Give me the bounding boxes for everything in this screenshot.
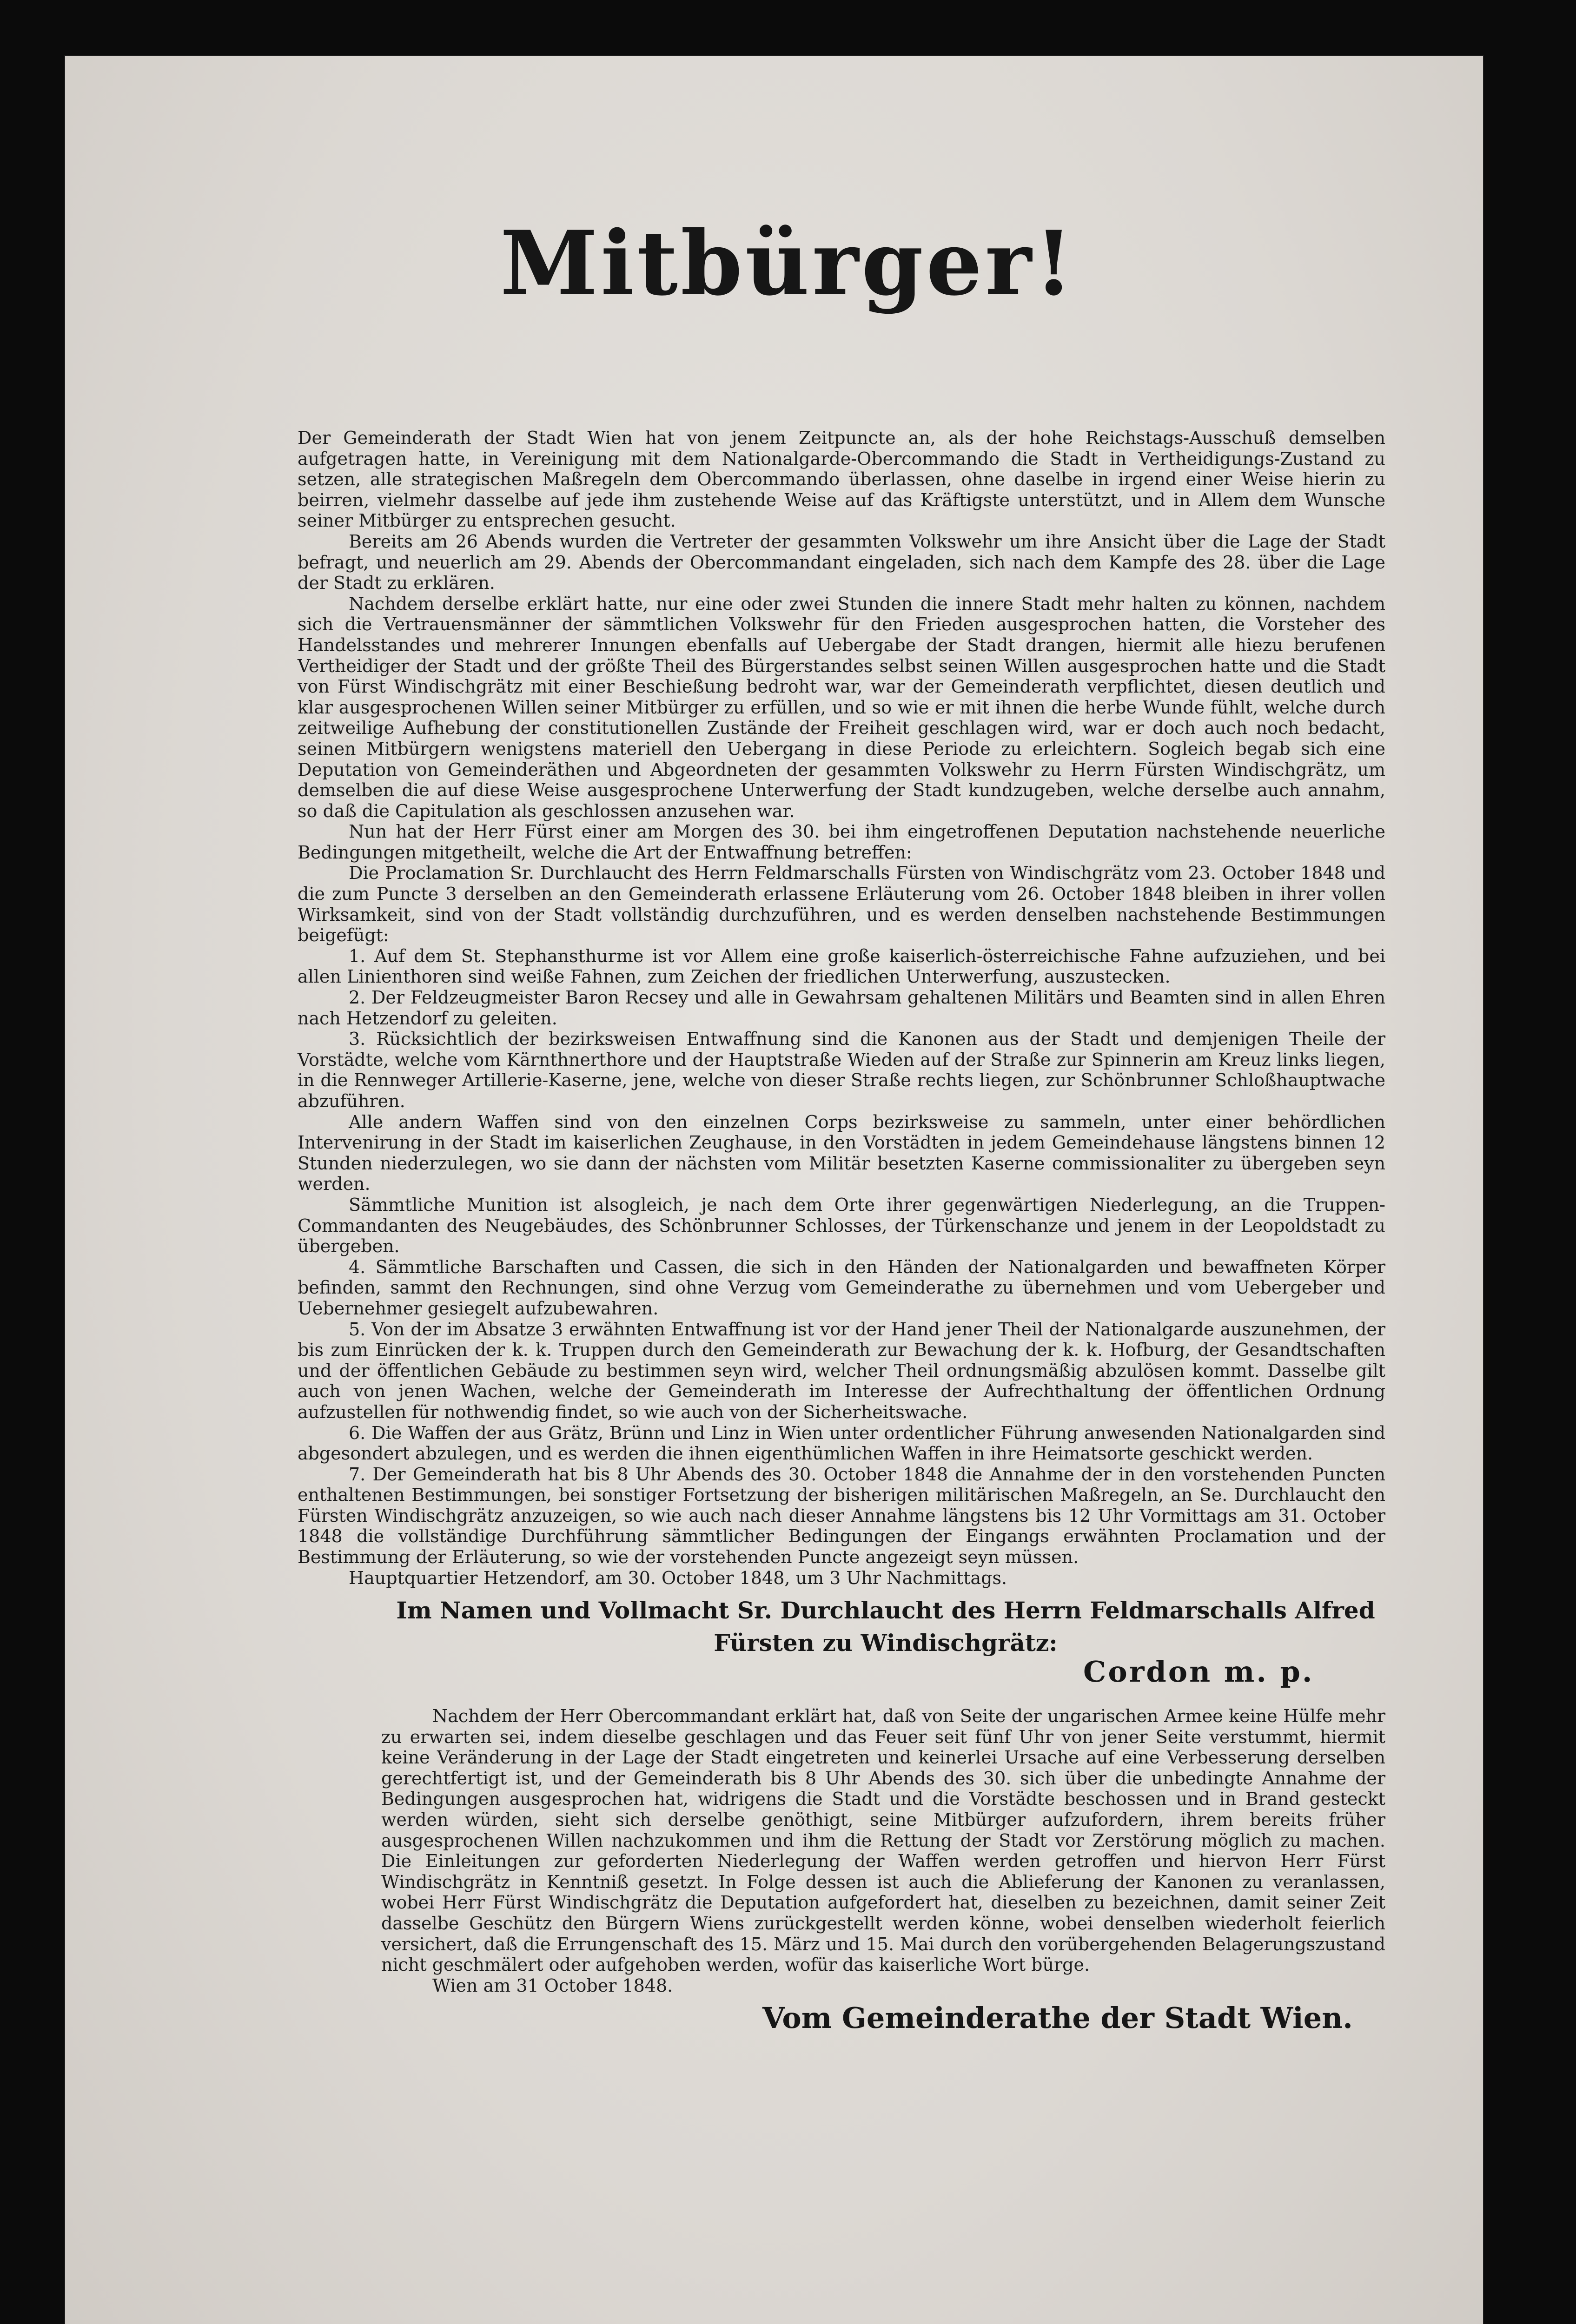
- paragraph: 5. Von der im Absatze 3 erwähnten Entwaffnung ist vor der Hand jener Theil der Nationalgarde auszunehmen, der bis zum Einrücken der k. k. Truppen durch den Gemeinderath zur Bewachung der k. k. Hofburg, der Gesandtschaften und der öffentlichen Gebäude zu bestimmen seyn wird, welcher Theil ordnungsmäßig abzulösen kommt. Dasselbe gilt auch von jenen Wachen, welche der Gemeinderath im Interesse der Aufrechthaltung der öffentlichen Ordnung aufzustellen für nothwendig findet, so wie auch von der Sicherheitswache.: [298, 1319, 1385, 1422]
- paragraph: Sämmtliche Munition ist alsogleich, je nach dem Orte ihrer gegenwärtigen Niederlegung, an die Truppen-Commandanten des Neugebäudes, des Schönbrunner Schlosses, der Türkenschanze und jenem in der Leopoldstadt zu übergeben.: [298, 1194, 1385, 1257]
- paragraph: Wien am 31 October 1848.: [432, 1975, 673, 1996]
- paragraph: 2. Der Feldzeugmeister Baron Recsey und alle in Gewahrsam gehaltenen Militärs und Beamten sind in allen Ehren nach Hetzendorf zu geleiten.: [298, 987, 1385, 1029]
- proclamation-body: [298, 428, 1385, 1588]
- paragraph: Nachdem der Herr Obercommandant erklärt hat, daß von Seite der ungarischen Armee keine Hülfe mehr zu erwarten sei, indem dieselbe geschlagen und das Feuer seit fünf Uhr von jener Seite verstummt, hiermit keine Veränderung in der Lage der Stadt eingetreten und keinerlei Ursache auf eine Verbesserung derselben gerechtfertigt ist, und der Gemeinderath bis 8 Uhr Abends des 30. sich über die unbedingte Annahme der Bedingungen ausgesprochen hat, widrigens die Stadt und die Vorstädte beschossen und in Brand gesteckt werden würden, sieht sich derselbe genöthigt, seine Mitbürger aufzufordern, ihrem bereits früher ausgesprochenen Willen nachzukommen und ihm die Rettung der Stadt vor Zerstörung möglich zu machen. Die Einleitungen zur geforderten Niederlegung der Waffen werden getroffen und hiervon Herr Fürst Windischgrätz in Kenntniß gesetzt. In Folge dessen ist auch die Ablieferung der Kanonen zu veranlassen, wobei Herr Fürst Windischgrätz die Deputation aufgefordert hat, dieselben zu bezeichnen, damit seiner Zeit dasselbe Geschütz den Bürgern Wiens zurückgestellt werden könne, wobei denselben wiederholt feierlich versichert, daß die Errungenschaft des 15. März und 15. Mai durch den vorübergehenden Belagerungszustand nicht geschmälert oder aufgehoben werden, wofür das kaiserliche Wort bürge.: [381, 1706, 1385, 1975]
- paragraph: Der Gemeinderath der Stadt Wien hat von jenem Zeitpuncte an, als der hohe Reichstags-Ausschuß demselben aufgetragen hatte, in Vereinigung mit dem Nationalgarde-Obercommando die Stadt in Vertheidigungs-Zustand zu setzen, alle strategischen Maßregeln dem Obercommando überlassen, ohne daselbe in irgend einer Weise hierin zu beirren, vielmehr dasselbe auf jede ihm zustehende Weise auf das Kräftigste unterstützt, und in Allem dem Wunsche seiner Mitbürger zu entsprechen gesucht.: [298, 428, 1385, 531]
- paragraph: Bereits am 26 Abends wurden die Vertreter der gesammten Volkswehr um ihre Ansicht über die Lage der Stadt befragt, und neuerlich am 29. Abends der Obercommandant eingeladen, sich nach dem Kampfe des 28. über die Lage der Stadt zu erklären.: [298, 531, 1385, 594]
- paragraph: Nun hat der Herr Fürst einer am Morgen des 30. bei ihm eingetroffenen Deputation nachstehende neuerliche Bedingungen mitgetheilt, welche die Art der Entwaffnung betreffen:: [298, 821, 1385, 863]
- paragraph: Die Proclamation Sr. Durchlaucht des Herrn Feldmarschalls Fürsten von Windischgrätz vom 23. October 1848 und die zum Puncte 3 derselben an den Gemeinderath erlassene Erläuterung vom 26. October 1848 bleiben in ihrer vollen Wirksamkeit, sind von der Stadt vollständig durchzuführen, und es werden denselben nachstehende Bestimmungen beigefügt:: [298, 863, 1385, 946]
- paragraph: 1. Auf dem St. Stephansthurme ist vor Allem eine große kaiserlich-österreichische Fahne aufzuziehen, und bei allen Linienthoren sind weiße Fahnen, zum Zeichen der friedlichen Unterwerfung, auszustecken.: [298, 945, 1385, 987]
- paragraph: 6. Die Waffen der aus Grätz, Brünn und Linz in Wien unter ordentlicher Führung anwesenden Nationalgarden sind abgesondert abzulegen, und es werden die ihnen eigenthümlichen Waffen in ihre Heimatsorte geschickt werden.: [298, 1422, 1385, 1464]
- signature-title: Im Namen und Vollmacht Sr. Durchlaucht des Herrn Feldmarschalls Alfred Fürsten zu Windischgrätz:: [396, 1597, 1375, 1657]
- paragraph: Alle andern Waffen sind von den einzelnen Corps bezirksweise zu sammeln, unter einer behördlichen Intervenirung in der Stadt im kaiserlichen Zeughause, in den Vorstädten in jedem Gemeindehause längstens binnen 12 Stunden niederzulegen, wo sie dann der nächsten vom Militär besetzten Kaserne commissionaliter zu übergeben seyn werden.: [298, 1111, 1385, 1195]
- paragraph: Hauptquartier Hetzendorf, am 30. October 1848, um 3 Uhr Nachmittags.: [349, 1567, 1007, 1588]
- paragraph: 4. Sämmtliche Barschaften und Cassen, die sich in den Händen der Nationalgarden und bewaffneten Körper befinden, sammt den Rechnungen, sind ohne Verzug vom Gemeinderathe zu übernehmen und vom Uebergeber und Uebernehmer gesiegelt aufzubewahren.: [298, 1256, 1385, 1319]
- paragraph: Nachdem derselbe erklärt hatte, nur eine oder zwei Stunden die innere Stadt mehr halten zu können, nachdem sich die Vertrauensmänner der sämmtlichen Volkswehr für den Frieden ausgesprochen hatten, die Vorsteher des Handelsstandes und mehrerer Innungen ebenfalls auf Uebergabe der Stadt drangen, hiermit alle hiezu berufenen Vertheidiger der Stadt und der größte Theil des Bürgerstandes selbst seinen Willen ausgesprochen hatte und die Stadt von Fürst Windischgrätz mit einer Beschießung bedroht war, war der Gemeinderath verpflichtet, diesen deutlich und klar ausgesprochenen Willen seiner Mitbürger zu erfüllen, und so wie er mit ihnen die herbe Wunde fühlt, welche durch zeitweilige Aufhebung der constitutionellen Zustände der Freiheit geschlagen wird, war er doch auch noch bedacht, seinen Mitbürgern wenigstens materiell den Uebergang in diese Periode zu erleichtern. Sogleich begab sich eine Deputation von Gemeinderäthen und Abgeordneten der gesammten Volkswehr zu Herrn Fürsten Windischgrätz, um demselben die auf diese Weise ausgesprochene Unterwerfung der Stadt kundzugeben, welche derselbe auch annahm, so daß die Capitulation als geschlossen anzusehen war.: [298, 593, 1385, 821]
- page-title: Mitbürger!: [500, 211, 1076, 315]
- council-signature: Vom Gemeinderathe der Stadt Wien.: [762, 2001, 1353, 2035]
- paragraph: 3. Rücksichtlich der bezirksweisen Entwaffnung sind die Kanonen aus der Stadt und demjenigen Theile der Vorstädte, welche vom Kärnthnerthore und der Hauptstraße Wieden auf der Straße zur Spinnerin am Kreuz links liegen, in die Rennweger Artillerie-Kaserne, jene, welche von dieser Straße rechts liegen, zur Schönbrunner Schloßhauptwache abzuführen.: [298, 1029, 1385, 1111]
- signature-name: Cordon m. p.: [1083, 1655, 1314, 1689]
- council-statement: [381, 1706, 1385, 1996]
- paragraph: 7. Der Gemeinderath hat bis 8 Uhr Abends des 30. October 1848 die Annahme der in den vorstehenden Puncten enthaltenen Bestimmungen, bei sonstiger Fortsetzung der bisherigen militärischen Maßregeln, an Se. Durchlaucht den Fürsten Windischgrätz anzuzeigen, so wie auch nach dieser Annahme längstens bis 12 Uhr Vormittags am 31. October 1848 die vollständige Durchführung sämmtlicher Bedingungen der Eingangs erwähnten Proclamation und der Bestimmung der Erläuterung, so wie der vorstehenden Puncte angezeigt seyn müssen.: [298, 1464, 1385, 1568]
